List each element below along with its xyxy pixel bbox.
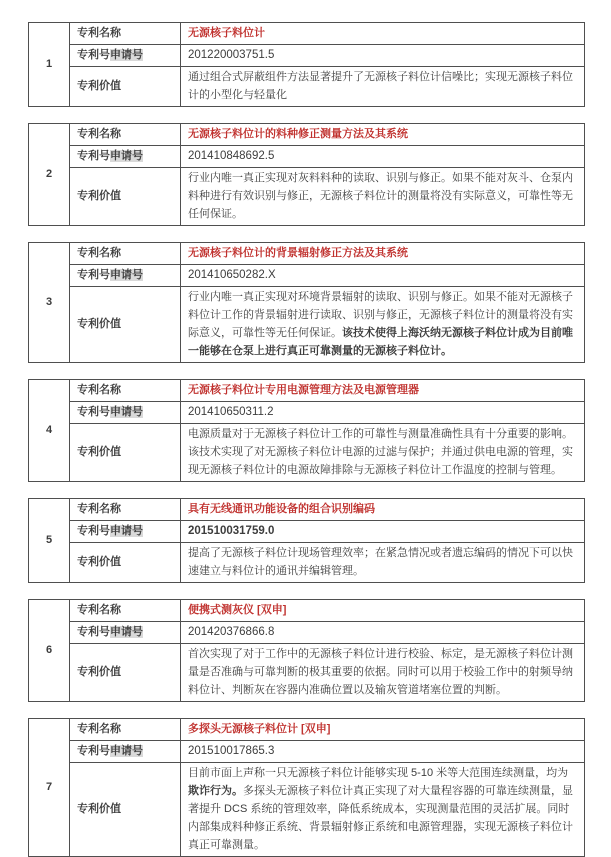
patent-number-label-prefix: 专利号 <box>77 406 110 418</box>
patent-value-bold: 该技术使得上海沃纳无源核子料位计成为目前唯一能够在仓泵上进行真正可靠测量的无源核子料位计。 <box>188 327 573 357</box>
patent-name-value: 无源核子料位计 <box>181 23 585 45</box>
patent-value-label: 专利价值 <box>70 543 181 583</box>
patent-name-label: 专利名称 <box>70 23 181 45</box>
patent-value-text <box>181 543 585 583</box>
patent-number-label <box>70 265 181 287</box>
patent-index: 3 <box>29 243 70 363</box>
patent-table-4 <box>28 379 585 482</box>
patent-number-label-prefix: 专利号 <box>77 150 110 162</box>
patent-value-text <box>181 424 585 482</box>
patent-number-label <box>70 741 181 763</box>
patent-table-2 <box>28 123 585 226</box>
patent-table-6 <box>28 599 585 702</box>
patent-number-label-highlight: 申请号 <box>110 269 143 281</box>
patent-value-text <box>181 644 585 702</box>
patent-name-label: 专利名称 <box>70 380 181 402</box>
patent-number-label-prefix: 专利号 <box>77 626 110 638</box>
patent-value-pre: 电源质量对于无源核子料位计工作的可靠性与测量准确性具有十分重要的影响。该技术实现了对无源核子料位计电源的过滤与保护；并通过供电电源的管理，实现无源核子料位计的电源故障排除与无源核子料位计工作温度的控制与管理。 <box>188 428 573 476</box>
patent-number-label-prefix: 专利号 <box>77 525 110 537</box>
patent-table-1 <box>28 22 585 107</box>
patent-value-text <box>181 67 585 107</box>
patent-table-7 <box>28 718 585 857</box>
patent-table-5 <box>28 498 585 583</box>
patent-index: 6 <box>29 600 70 702</box>
patent-table-3 <box>28 242 585 363</box>
patent-number-label-highlight: 申请号 <box>110 626 143 638</box>
patent-number-label-prefix: 专利号 <box>77 745 110 757</box>
patent-number-value: 201410650311.2 <box>181 402 585 424</box>
patent-name-label: 专利名称 <box>70 499 181 521</box>
patent-value-label: 专利价值 <box>70 168 181 226</box>
patent-index: 4 <box>29 380 70 482</box>
patent-value-label: 专利价值 <box>70 67 181 107</box>
patent-name-value: 无源核子料位计的料种修正测量方法及其系统 <box>181 124 585 146</box>
patent-number-label-highlight: 申请号 <box>110 150 143 162</box>
patent-value-pre: 提高了无源核子料位计现场管理效率；在紧急情况或者遗忘编码的情况下可以快速建立与料位计的通讯并编辑管理。 <box>188 547 573 577</box>
patent-name-label: 专利名称 <box>70 243 181 265</box>
patent-index: 7 <box>29 719 70 857</box>
patent-number-value: 201420376866.8 <box>181 622 585 644</box>
patent-name-value: 便携式测灰仪 [双申] <box>181 600 585 622</box>
patent-value-pre: 目前市面上声称一只无源核子料位计能够实现 5-10 米等大范围连续测量，均为 <box>188 767 569 779</box>
patent-number-label-prefix: 专利号 <box>77 269 110 281</box>
patent-value-bold: 欺诈行为。 <box>188 785 243 797</box>
patent-index: 2 <box>29 124 70 226</box>
patent-name-value: 无源核子料位计专用电源管理方法及电源管理器 <box>181 380 585 402</box>
patent-number-label <box>70 146 181 168</box>
patent-value-label: 专利价值 <box>70 644 181 702</box>
patent-number-value: 201410650282.X <box>181 265 585 287</box>
patent-value-label: 专利价值 <box>70 763 181 857</box>
patent-number-label <box>70 622 181 644</box>
patent-number-value: 201220003751.5 <box>181 45 585 67</box>
patent-value-text <box>181 287 585 363</box>
patent-value-text <box>181 168 585 226</box>
patent-value-label: 专利价值 <box>70 424 181 482</box>
patent-value-label: 专利价值 <box>70 287 181 363</box>
patent-index: 1 <box>29 23 70 107</box>
patent-number-label <box>70 402 181 424</box>
patent-value-text <box>181 763 585 857</box>
patent-number-label-prefix: 专利号 <box>77 49 110 61</box>
patent-value-post: 多探头无源核子料位计真正实现了对大量程容器的可靠连续测量，显著提升 DCS 系统的管理效率，降低系统成本，实现测量范围的灵活扩展。同时内部集成料种修正系统、背景辐射修正系统和电源管理器，实现无源核子料位计真正可靠测量。 <box>188 785 573 851</box>
patent-number-label <box>70 521 181 543</box>
patent-name-value: 具有无线通讯功能设备的组合识别编码 <box>181 499 585 521</box>
patent-name-label: 专利名称 <box>70 600 181 622</box>
patent-number-label <box>70 45 181 67</box>
patent-number-label-highlight: 申请号 <box>110 406 143 418</box>
patent-number-label-highlight: 申请号 <box>110 525 143 537</box>
patent-name-value: 多探头无源核子料位计 [双申] <box>181 719 585 741</box>
patent-number-value: 201510017865.3 <box>181 741 585 763</box>
patent-number-label-highlight: 申请号 <box>110 745 143 757</box>
patent-name-value: 无源核子料位计的背景辐射修正方法及其系统 <box>181 243 585 265</box>
patent-name-label: 专利名称 <box>70 719 181 741</box>
patent-name-label: 专利名称 <box>70 124 181 146</box>
patent-value-pre: 首次实现了对于工作中的无源核子料位计进行校验、标定，是无源核子料位计测量是否准确与可靠判断的极其重要的依据。同时可以用于校验工作中的射频导纳料位计、判断灰在容器内准确位置以及输灰管道堵塞位置的判断。 <box>188 648 573 696</box>
patent-value-pre: 行业内唯一真正实现对灰料料种的读取、识别与修正。如果不能对灰斗、仓泵内料种进行有效识别与修正，无源核子料位计的测量将没有实际意义，可靠性等无任何保证。 <box>188 172 573 220</box>
patent-number-value: 201410848692.5 <box>181 146 585 168</box>
patent-number-value: 201510031759.0 <box>181 521 585 543</box>
patent-index: 5 <box>29 499 70 583</box>
patent-value-pre: 行业内唯一真正实现对环境背景辐射的读取、识别与修正。如果不能对无源核子料位计工作的背景辐射进行读取、识别与修正，无源核子料位计的测量将没有实际意义，可靠性等无任何保证。 <box>188 291 573 339</box>
patent-value-pre: 通过组合式屏蔽组件方法显著提升了无源核子料位计信噪比；实现无源核子料位计的小型化与轻量化 <box>188 71 573 101</box>
patent-number-label-highlight: 申请号 <box>110 49 143 61</box>
